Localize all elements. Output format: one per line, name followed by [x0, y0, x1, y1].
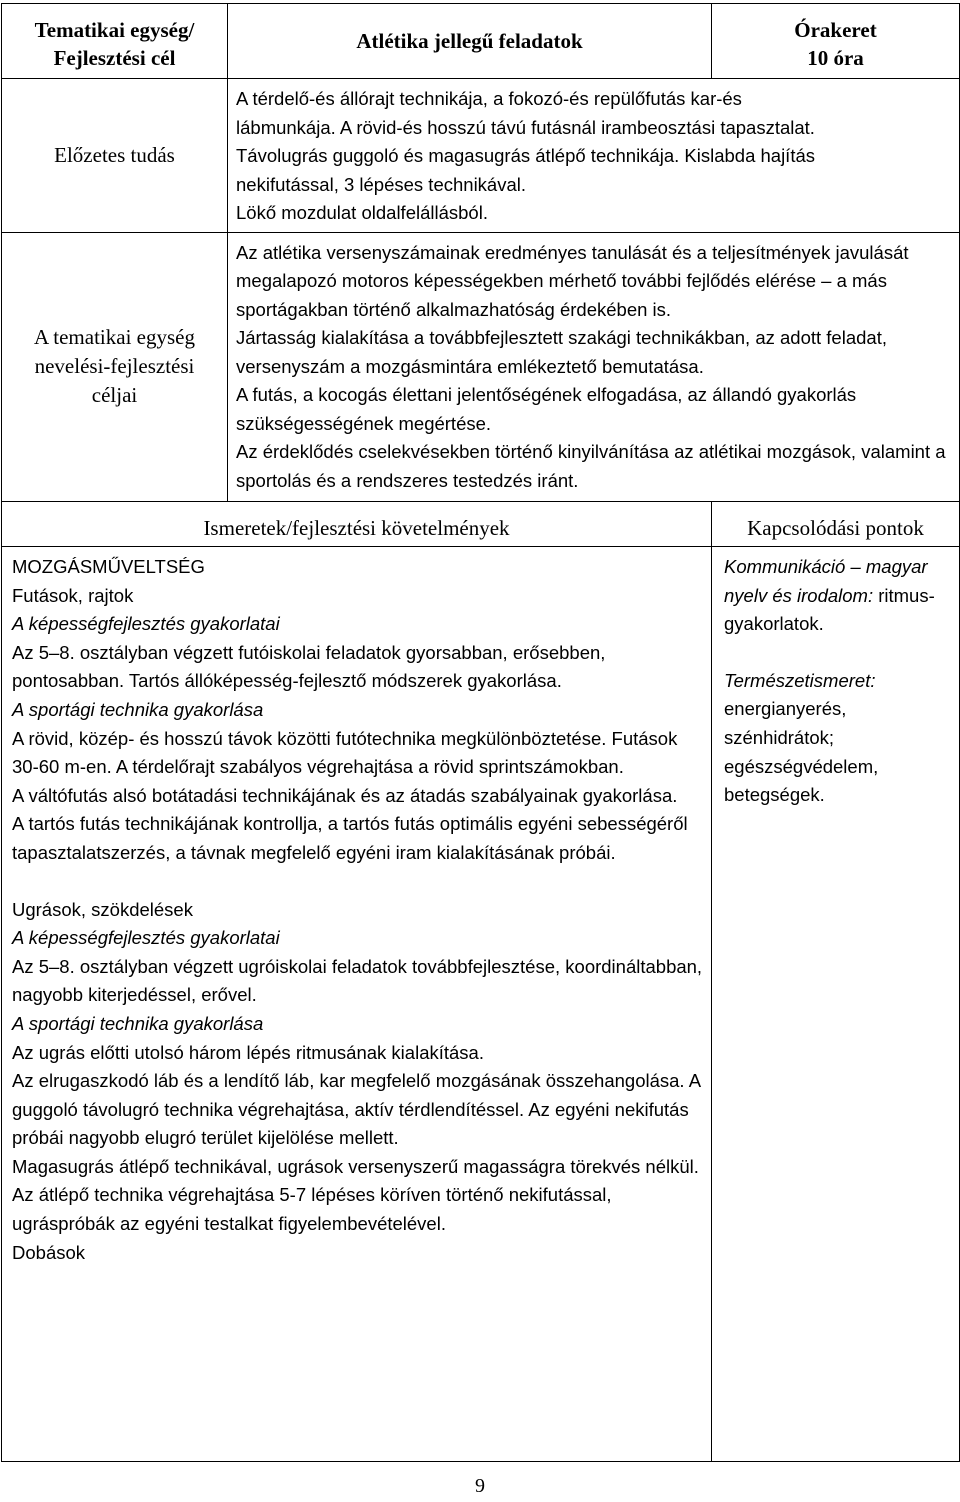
running-technique-text: A tartós futás technikájának kontrollja, a tartós futás optimális egyéni sebességéről tapasztalatszerzés, a távnak megfelelő egyéni iram kialakításának próbái.: [12, 813, 688, 863]
throwing-title: Dobások: [12, 1241, 86, 1263]
jumping-technique-text: Az ugrás előtti utolsó három lépés ritmusának kialakítása.: [12, 1041, 484, 1063]
section-header-row: [2, 502, 960, 547]
jumping-ability-label: A képességfejlesztés gyakorlatai: [12, 927, 280, 949]
goals-paragraph: A futás, a kocogás élettani jelentőségének elfogadása, az állandó gyakorlás szükségességének megértése.: [236, 384, 857, 434]
jumping-technique-text: Az elrugaszkodó láb és a lendítő láb, kar megfelelő mozgásának összehangolása. A guggoló távolugró technika végrehajtása, aktív térdlendítéssel. Az egyéni nekifutás próbái nagyobb elugró terület kijelölése mellett.: [12, 1070, 701, 1149]
prior-line: Lökő mozdulat oldalfelállásból.: [236, 202, 488, 223]
connection-text: ritmus-gyakorlatok.: [724, 584, 935, 635]
running-ability-label: A képességfejlesztés gyakorlatai: [12, 613, 280, 635]
hours-label: Órakeret: [794, 18, 877, 42]
topic-title-cell: [228, 4, 712, 79]
topic-title: Atlétika jellegű feladatok: [356, 29, 583, 53]
connection-subject: Természetismeret:: [724, 669, 876, 691]
content-row: [2, 547, 960, 1462]
prior-knowledge-text: [228, 79, 960, 233]
jumping-ability-text: Az 5–8. osztályban végzett ugróiskolai feladatok továbbfejlesztése, koordináltabban, nagyobb kiterjedéssel, erővel.: [12, 955, 703, 1006]
jumping-technique-label: A sportági technika gyakorlása: [12, 1012, 264, 1034]
connections-content: [712, 547, 960, 1462]
requirements-header: Ismeretek/fejlesztési követelmények: [203, 516, 510, 540]
jumping-title: Ugrások, szökdelések: [12, 898, 193, 920]
goals-label-line: A tematikai egység: [34, 325, 195, 350]
hours-value: 10 óra: [807, 46, 864, 70]
goals-label-line: céljai: [91, 383, 138, 408]
page-number: 9: [475, 1475, 485, 1497]
spacer: [12, 868, 705, 896]
running-technique-label: A sportági technika gyakorlása: [12, 698, 264, 720]
running-ability-text: Az 5–8. osztályban végzett futóiskolai feladatok gyorsabban, erősebben, pontosabban. Tartós állóképesség-fejlesztő módszerek gyakorlása.: [12, 641, 606, 692]
connections-header-cell: [712, 502, 960, 547]
prior-line: lábmunkája. A rövid-és hosszú távú futásnál irambeosztási tapasztalat.: [236, 116, 815, 138]
connections-header: Kapcsolódási pontok: [747, 516, 924, 540]
unit-header-line1: Tematikai egység/: [34, 18, 195, 42]
goals-row: [2, 232, 960, 502]
unit-header-cell: [2, 4, 228, 79]
goals-paragraph: Jártasság kialakítása a továbbfejlesztett szakági technikákban, az adott feladat, versenyszám a mozgásmintára emlékeztető bemutatása.: [236, 327, 887, 377]
unit-header-line2: Fejlesztési cél: [53, 46, 176, 70]
connection-subject: Kommunikáció – magyar nyelv és irodalom:: [724, 556, 928, 606]
running-title: Futások, rajtok: [12, 584, 134, 606]
curriculum-table: [1, 3, 960, 1462]
goals-label-cell: [2, 232, 228, 502]
prior-knowledge-label-cell: [2, 79, 228, 233]
prior-knowledge-row: [2, 79, 960, 233]
jumping-technique-text: Magasugrás átlépő technikával, ugrások versenyszerű magasságra törekvés nélkül. Az átlépő technika végrehajtása 5-7 lépéses köríven történő nekifutással, ugráspróbák az egyéni testalkat figyelembevételével.: [12, 1155, 699, 1235]
prior-line: A térdelő-és állórajt technikája, a fokozó-és repülőfutás kar-és: [236, 88, 742, 109]
goals-label-line: nevelési-fejlesztési: [34, 354, 195, 379]
running-technique-text: A váltófutás alsó botátadási technikájának és az átadás szabályainak gyakorlása.: [12, 784, 678, 806]
running-technique-text: A rövid, közép- és hosszú távok közötti futótechnika megkülönböztetése. Futások 30-60 m-en. A térdelőrajt szabályos végrehajtása a rövid sprintszámokban.: [12, 727, 678, 778]
header-row: [2, 4, 960, 79]
goals-text: [228, 232, 960, 502]
prior-line: nekifutással, 3 lépéses technikával.: [236, 173, 527, 195]
hours-cell: [712, 4, 960, 79]
prior-knowledge-label: Előzetes tudás: [54, 142, 175, 167]
section-title: MOZGÁSMŰVELTSÉG: [12, 556, 205, 577]
goals-paragraph: Az érdeklődés cselekvésekben történő kinyilvánítása az atlétikai mozgások, valamint a sportolás és a rendszeres testedzés iránt.: [236, 441, 946, 491]
connection-text: energianyerés, szénhidrátok; egészségvédelem, betegségek.: [724, 698, 879, 806]
prior-line: Távolugrás guggoló és magasugrás átlépő technikája. Kislabda hajítás: [236, 145, 816, 166]
requirements-content: [2, 547, 712, 1462]
goals-paragraph: Az atlétika versenyszámainak eredményes tanulását és a teljesítmények javulását megalapozó motoros képességekben mérhető további fejlődés elérése – a más sportágakban történő alkalmazhatóság érdekében is.: [236, 241, 909, 320]
requirements-header-cell: [2, 502, 712, 547]
spacer: [724, 639, 953, 667]
